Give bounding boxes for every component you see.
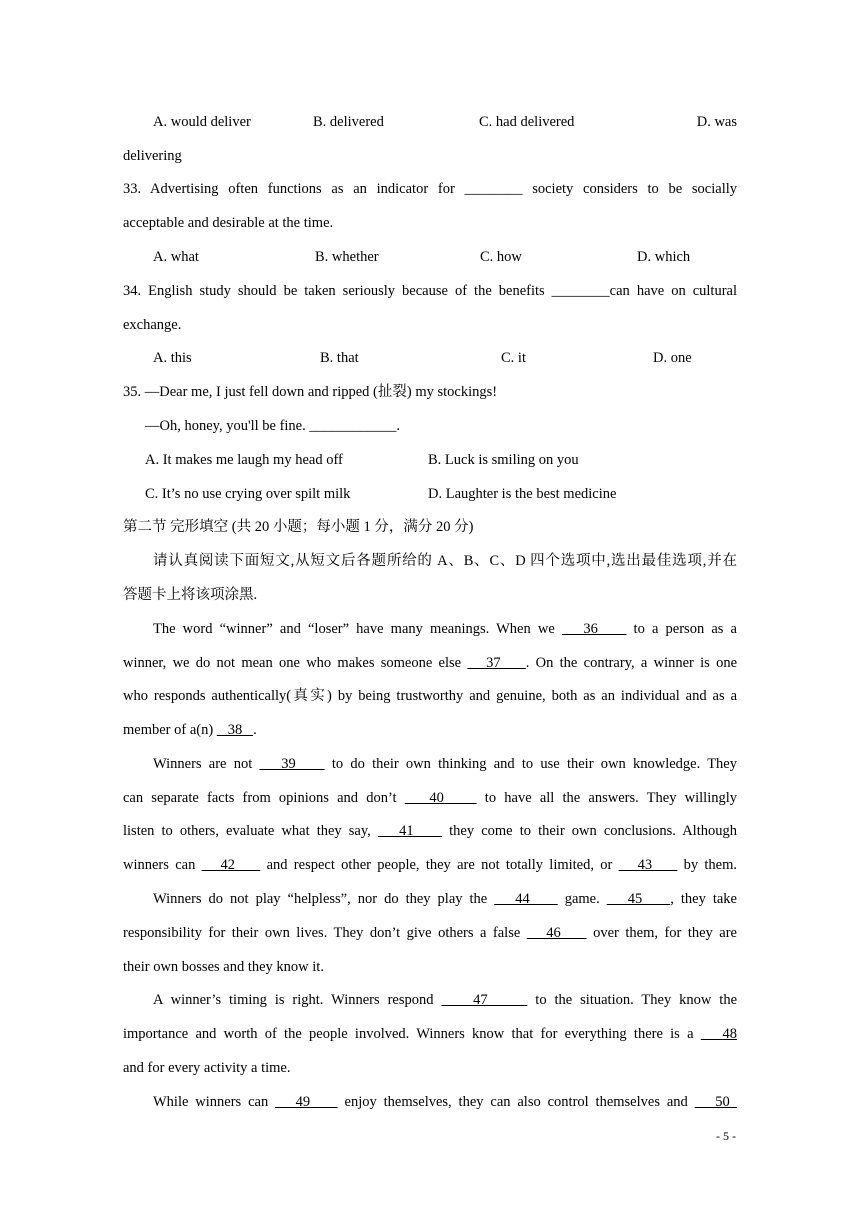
q35-option-a: A. It makes me laugh my head off: [145, 452, 343, 468]
section-heading: 第二节 完形填空 (共 20 小题；每小题 1 分，满分 20 分): [123, 519, 474, 535]
q34-stem-line-1: 34. English study should be taken seriously because of the benefits ________can have on cultural: [123, 283, 737, 299]
q35-options-row-2: [123, 484, 737, 504]
passage-p4-line-3: and for every activity a time.: [123, 1060, 291, 1076]
q33-option-c: C. how: [480, 249, 522, 265]
passage-p1-line-1: The word “winner” and “loser” have many meanings. When we 36 to a person as a: [153, 621, 737, 637]
q34-option-d: D. one: [653, 350, 692, 366]
q32-option-a: A. would deliver: [153, 114, 251, 130]
section-instructions-line-1: 请认真阅读下面短文,从短文后各题所给的 A、B、C、D 四个选项中,选出最佳选项,并在: [153, 553, 737, 569]
blank-44: 44: [494, 891, 558, 907]
q32-option-d-continuation: delivering: [123, 148, 182, 164]
blank-46: 46: [526, 925, 587, 941]
passage-p2-line-1: Winners are not 39 to do their own thinking and to use their own knowledge. They: [153, 756, 737, 772]
document-page: [123, 0, 737, 1216]
passage-p3-line-1: Winners do not play “helpless”, nor do they play the 44 game. 45 , they take: [153, 891, 737, 907]
q32-option-c: C. had delivered: [479, 114, 575, 130]
q33-stem-line-1: 33. Advertising often functions as an indicator for ________ society considers to be socially: [123, 181, 737, 197]
blank-48: 48: [700, 1026, 738, 1042]
page-number: - 5 -: [716, 1129, 736, 1143]
blank-41: 41: [377, 823, 443, 839]
q35-option-c: C. It’s no use crying over spilt milk: [145, 486, 351, 502]
blank-36: 36: [561, 621, 627, 637]
passage-p5-line-1: While winners can 49 enjoy themselves, they can also control themselves and 50: [153, 1094, 738, 1110]
blank-49: 49: [275, 1094, 338, 1110]
q34-options-row: [123, 348, 737, 368]
q34-option-c: C. it: [501, 350, 526, 366]
passage-p2-line-2: can separate facts from opinions and don’t 40 to have all the answers. They willingly: [123, 790, 738, 806]
passage-p1-line-4: member of a(n) 38 .: [123, 722, 257, 738]
q32-option-d: D. was: [696, 114, 737, 130]
blank-43: 43: [618, 857, 678, 873]
passage-p1-line-3: who responds authentically(真实) by being trustworthy and genuine, both as an individual and as a: [123, 688, 737, 704]
q32-options-row: [123, 112, 737, 132]
q33-option-b: B. whether: [315, 249, 379, 265]
q33-options-row: [123, 247, 737, 267]
q34-option-a: A. this: [153, 350, 192, 366]
q34-stem-line-2: exchange.: [123, 317, 182, 333]
q35-stem-line-2: —Oh, honey, you'll be fine. ____________.: [145, 418, 400, 434]
blank-50: 50: [694, 1094, 738, 1110]
blank-38: 38: [216, 722, 254, 738]
q33-option-a: A. what: [153, 249, 199, 265]
q35-stem-line-1: 35. —Dear me, I just fell down and ripped (扯裂) my stockings!: [123, 384, 498, 400]
blank-45: 45: [606, 891, 671, 907]
passage-p3-line-3: their own bosses and they know it.: [123, 959, 324, 975]
q35-options-row-1: [123, 450, 737, 470]
q34-option-b: B. that: [320, 350, 359, 366]
q33-stem-line-2: acceptable and desirable at the time.: [123, 215, 334, 231]
blank-47: 47: [441, 992, 528, 1008]
section-instructions-line-2: 答题卡上将该项涂黑.: [123, 587, 258, 603]
passage-p1-line-2: winner, we do not mean one who makes someone else 37 . On the contrary, a winner is one: [123, 655, 738, 671]
blank-40: 40: [404, 790, 477, 806]
q35-option-b: B. Luck is smiling on you: [428, 452, 579, 468]
passage-p3-line-2: responsibility for their own lives. They don’t give others a false 46 over them, for they are: [123, 925, 737, 941]
blank-42: 42: [201, 857, 261, 873]
blank-39: 39: [259, 756, 325, 772]
q33-option-d: D. which: [637, 249, 691, 265]
q32-option-b: B. delivered: [313, 114, 384, 130]
passage-p2-line-4: winners can 42 and respect other people, they are not totally limited, or 43 by them.: [123, 857, 738, 873]
passage-p2-line-3: listen to others, evaluate what they say, 41 they come to their own conclusions. Although: [123, 823, 737, 839]
blank-37: 37: [467, 655, 526, 671]
passage-p4-line-1: A winner’s timing is right. Winners respond 47 to the situation. They know the: [153, 992, 737, 1008]
passage-p4-line-2: importance and worth of the people involved. Winners know that for everything there is a 48: [123, 1026, 738, 1042]
q35-option-d: D. Laughter is the best medicine: [428, 486, 617, 502]
